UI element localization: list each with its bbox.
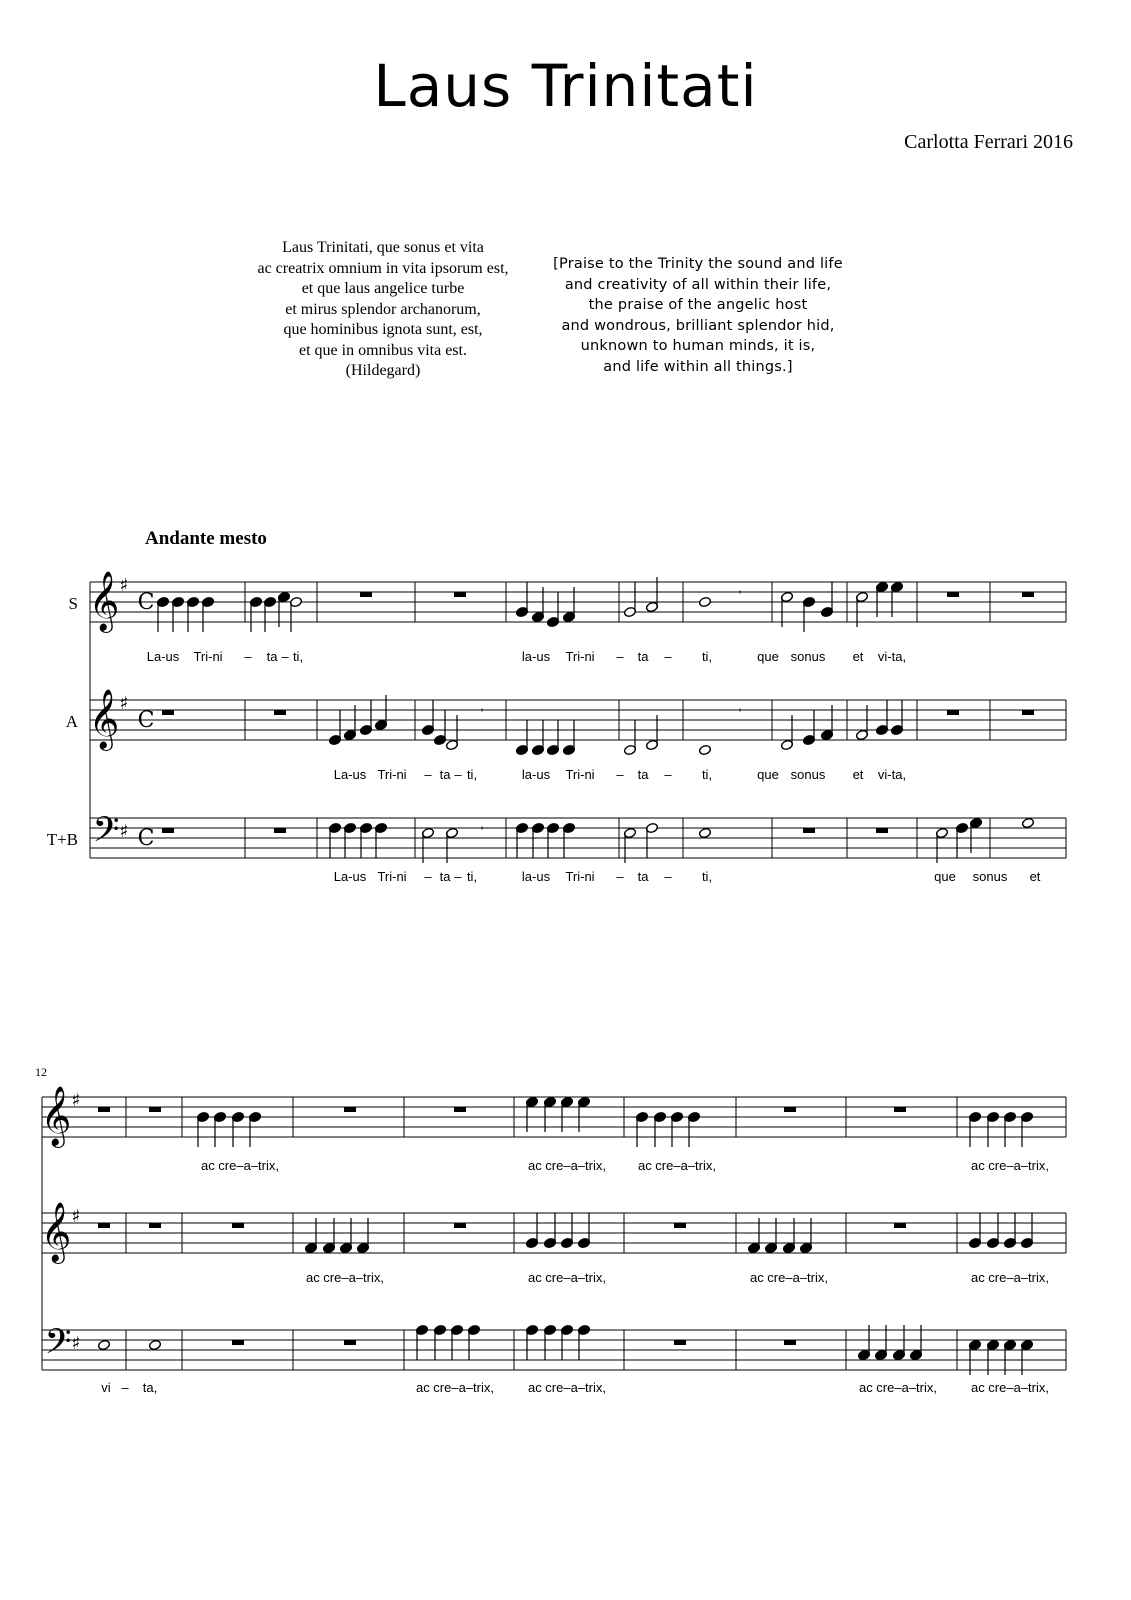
soprano-lyric: Tri-ni bbox=[193, 649, 223, 664]
soprano-lyric: – bbox=[616, 649, 624, 664]
soprano-lyric: ta bbox=[266, 649, 278, 664]
tenor-bass-lyric: Tri-ni bbox=[377, 869, 407, 884]
tenor-bass-lyric: ac cre–a–trix, bbox=[415, 1380, 495, 1395]
alto-lyric: – bbox=[424, 767, 432, 782]
tenor-bass-lyric: la-us bbox=[521, 869, 551, 884]
soprano-lyric: vi-ta, bbox=[877, 649, 907, 664]
tenor-bass-lyric: – bbox=[424, 869, 432, 884]
tenor-bass-lyric: – bbox=[121, 1380, 129, 1395]
soprano-lyric: ti, bbox=[292, 649, 304, 664]
treble-clef-icon: 𝄞 bbox=[40, 1202, 72, 1262]
alto-lyric: ac cre–a–trix, bbox=[527, 1270, 607, 1285]
alto-lyric: ac cre–a–trix, bbox=[305, 1270, 385, 1285]
whole-rest bbox=[803, 828, 815, 833]
part-label-alto: A bbox=[65, 712, 78, 731]
soprano-lyric: ac cre–a–trix, bbox=[200, 1158, 280, 1173]
alto-lyric: vi-ta, bbox=[877, 767, 907, 782]
poem-english-line: [Praise to the Trinity the sound and life bbox=[553, 256, 843, 272]
whole-rest bbox=[947, 592, 959, 597]
alto-lyric: Tri-ni bbox=[377, 767, 407, 782]
poem-english-line: and creativity of all within their life, bbox=[564, 276, 832, 293]
tenor-bass-lyric: que bbox=[934, 869, 956, 884]
treble-clef-icon: 𝄞 bbox=[88, 689, 120, 749]
breath-mark: , bbox=[738, 698, 742, 713]
key-signature-sharp-icon: ♯ bbox=[71, 1333, 81, 1354]
bass-clef-icon: 𝄢 bbox=[44, 1321, 72, 1370]
whole-note bbox=[97, 1339, 110, 1350]
whole-rest bbox=[98, 1223, 110, 1228]
alto-lyric: – bbox=[616, 767, 624, 782]
alto-lyric: que bbox=[757, 767, 779, 782]
whole-rest bbox=[162, 710, 174, 715]
tenor-bass-lyric: sonus bbox=[972, 869, 1008, 884]
score-title: Laus Trinitati bbox=[373, 52, 758, 120]
whole-rest bbox=[232, 1340, 244, 1345]
alto-lyric: ti, bbox=[701, 767, 713, 782]
whole-rest bbox=[784, 1107, 796, 1112]
tenor-bass-lyric: – bbox=[454, 869, 462, 884]
whole-rest bbox=[98, 1107, 110, 1112]
time-signature: C bbox=[137, 590, 155, 615]
alto-lyric: – bbox=[664, 767, 672, 782]
whole-rest bbox=[1022, 592, 1034, 597]
treble-clef-icon: 𝄞 bbox=[40, 1086, 72, 1146]
whole-rest bbox=[947, 710, 959, 715]
tenor-bass-lyric: ti, bbox=[701, 869, 713, 884]
soprano-lyric: que bbox=[757, 649, 779, 664]
soprano-lyric: ta bbox=[637, 649, 649, 664]
alto-lyric: ti, bbox=[466, 767, 478, 782]
soprano-lyric: – bbox=[664, 649, 672, 664]
tenor-bass-lyric: La-us bbox=[333, 869, 367, 884]
soprano-lyric: la-us bbox=[521, 649, 551, 664]
tenor-bass-lyric: et bbox=[1029, 869, 1041, 884]
whole-note bbox=[698, 596, 711, 607]
measure-number: 12 bbox=[35, 1065, 47, 1079]
poem-latin-line: et mirus splendor archanorum, bbox=[285, 300, 481, 318]
whole-note bbox=[698, 827, 711, 838]
whole-rest bbox=[344, 1107, 356, 1112]
tenor-bass-lyric: vi bbox=[101, 1380, 111, 1395]
soprano-lyric: La-us bbox=[146, 649, 180, 664]
whole-rest bbox=[454, 1223, 466, 1228]
whole-rest bbox=[274, 828, 286, 833]
soprano-lyric: et bbox=[852, 649, 864, 664]
tenor-bass-lyric: ta bbox=[637, 869, 649, 884]
alto-lyric: et bbox=[852, 767, 864, 782]
key-signature-sharp-icon: ♯ bbox=[71, 1090, 81, 1111]
breath-mark: , bbox=[480, 816, 484, 831]
whole-rest bbox=[274, 710, 286, 715]
soprano-lyric: sonus bbox=[790, 649, 826, 664]
whole-rest bbox=[454, 1107, 466, 1112]
poem-english-line: and life within all things.] bbox=[603, 358, 793, 375]
key-signature-sharp-icon: ♯ bbox=[119, 693, 129, 714]
alto-lyric: sonus bbox=[790, 767, 826, 782]
key-signature-sharp-icon: ♯ bbox=[71, 1206, 81, 1227]
treble-clef-icon: 𝄞 bbox=[88, 571, 120, 631]
breath-mark: , bbox=[738, 580, 742, 595]
whole-rest bbox=[876, 828, 888, 833]
poem-latin-line: que hominibus ignota sunt, est, bbox=[283, 321, 483, 338]
breath-mark: , bbox=[480, 698, 484, 713]
tempo-marking: Andante mesto bbox=[145, 528, 267, 549]
whole-rest bbox=[784, 1340, 796, 1345]
poem-english-line: and wondrous, brilliant splendor hid, bbox=[561, 317, 835, 334]
alto-lyric: ta bbox=[637, 767, 649, 782]
soprano-lyric: ac cre–a–trix, bbox=[637, 1158, 717, 1173]
tenor-bass-lyric: ta bbox=[439, 869, 451, 884]
poem-latin-line: et que laus angelice turbe bbox=[301, 280, 465, 297]
whole-rest bbox=[360, 592, 372, 597]
whole-note bbox=[1021, 817, 1034, 828]
whole-rest bbox=[1022, 710, 1034, 715]
soprano-lyric: ac cre–a–trix, bbox=[970, 1158, 1050, 1173]
composer-credit: Carlotta Ferrari 2016 bbox=[904, 131, 1073, 153]
soprano-lyric: – bbox=[244, 649, 252, 664]
soprano-lyric: ti, bbox=[701, 649, 713, 664]
whole-rest bbox=[674, 1340, 686, 1345]
alto-lyric: ta bbox=[439, 767, 451, 782]
soprano-lyric: Tri-ni bbox=[565, 649, 595, 664]
soprano-lyric: – bbox=[281, 649, 289, 664]
poem-latin-line: ac creatrix omnium in vita ipsorum est, bbox=[257, 259, 509, 277]
tenor-bass-lyric: ac cre–a–trix, bbox=[858, 1380, 938, 1395]
alto-lyric: ac cre–a–trix, bbox=[749, 1270, 829, 1285]
tenor-bass-lyric: Tri-ni bbox=[565, 869, 595, 884]
whole-rest bbox=[894, 1107, 906, 1112]
part-label-tenor-bass: T+B bbox=[46, 830, 78, 849]
whole-note bbox=[148, 1339, 161, 1350]
tenor-bass-lyric: ac cre–a–trix, bbox=[970, 1380, 1050, 1395]
alto-lyric: la-us bbox=[521, 767, 551, 782]
alto-lyric: – bbox=[454, 767, 462, 782]
poem-english-line: unknown to human minds, it is, bbox=[580, 338, 816, 354]
bass-clef-icon: 𝄢 bbox=[92, 809, 120, 858]
alto-lyric: La-us bbox=[333, 767, 367, 782]
whole-rest bbox=[674, 1223, 686, 1228]
whole-rest bbox=[344, 1340, 356, 1345]
poem-latin-line: Laus Trinitati, que sonus et vita bbox=[282, 239, 484, 256]
time-signature: C bbox=[137, 826, 155, 851]
whole-rest bbox=[162, 828, 174, 833]
time-signature: C bbox=[137, 708, 155, 733]
tenor-bass-lyric: ta, bbox=[142, 1380, 158, 1395]
whole-rest bbox=[149, 1107, 161, 1112]
poem-latin-line: et que in omnibus vita est. bbox=[299, 341, 467, 359]
whole-rest bbox=[454, 592, 466, 597]
whole-rest bbox=[894, 1223, 906, 1228]
tenor-bass-lyric: – bbox=[664, 869, 672, 884]
whole-rest bbox=[149, 1223, 161, 1228]
tenor-bass-lyric: – bbox=[616, 869, 624, 884]
poem-english-line: the praise of the angelic host bbox=[588, 297, 808, 313]
whole-rest bbox=[232, 1223, 244, 1228]
poem-attribution: (Hildegard) bbox=[345, 362, 421, 379]
soprano-lyric: ac cre–a–trix, bbox=[527, 1158, 607, 1173]
alto-lyric: Tri-ni bbox=[565, 767, 595, 782]
tenor-bass-lyric: ac cre–a–trix, bbox=[527, 1380, 607, 1395]
tenor-bass-lyric: ti, bbox=[466, 869, 478, 884]
key-signature-sharp-icon: ♯ bbox=[119, 821, 129, 842]
part-label-soprano: S bbox=[68, 594, 78, 613]
whole-note bbox=[698, 744, 711, 755]
alto-lyric: ac cre–a–trix, bbox=[970, 1270, 1050, 1285]
key-signature-sharp-icon: ♯ bbox=[119, 575, 129, 596]
